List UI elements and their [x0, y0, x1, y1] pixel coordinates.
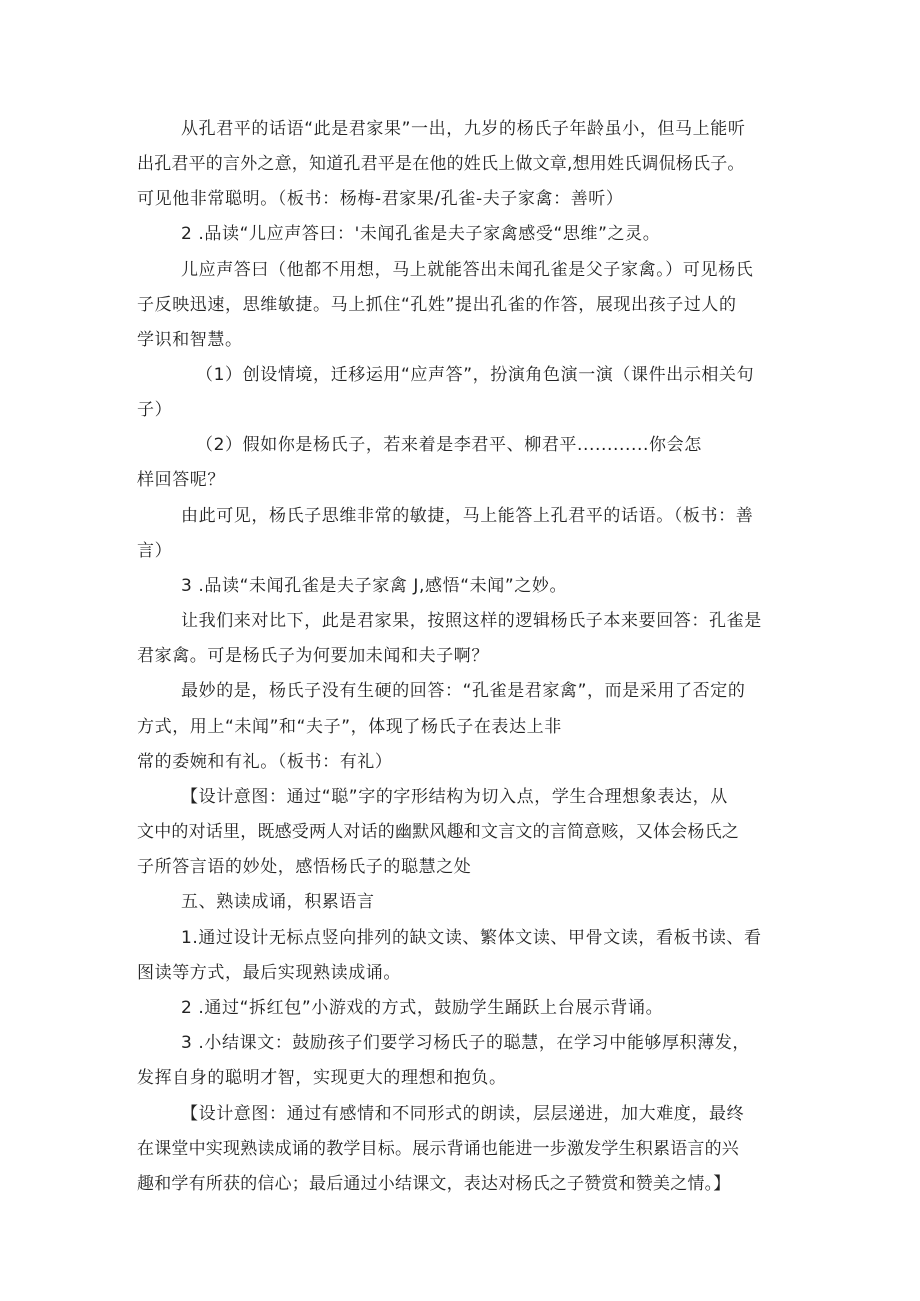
text-line: 样回答呢？: [137, 470, 225, 490]
text-line: 言）: [137, 541, 173, 561]
text-line: 让我们来对比下，此是君家果，按照这样的逻辑杨氏子本来要回答：孔雀是: [181, 611, 762, 631]
text-line: 子所答言语的妙处，感悟杨氏子的聪慧之处: [137, 857, 472, 877]
text-line: 3 .品读“未闻孔雀是夫子家禽 J,感悟“未闻”之妙。: [181, 576, 568, 596]
text-line: 可见他非常聪明。（板书：杨梅-君家果/孔雀-夫子家禽：善听）: [137, 189, 624, 209]
text-line: 图读等方式，最后实现熟读成诵。: [137, 963, 401, 983]
text-line: 【设计意图：通过有感情和不同形式的朗读，层层递进，加大难度，最终: [181, 1104, 745, 1124]
text-line: 儿应声答曰（他都不用想，马上就能答出未闻孔雀是父子家禽。）可见杨氏: [181, 260, 754, 280]
text-line: 学识和智慧。: [137, 330, 243, 350]
text-line: 由此可见，杨氏子思维非常的敏捷，马上能答上孔君平的话语。（板书：善: [181, 506, 754, 526]
text-line: 君家禽。可是杨氏子为何要加未闻和夫子啊？: [137, 646, 489, 666]
text-line: 趣和学有所获的信心；最后通过小结课文，表达对杨氏之子赞赏和赞美之情。】: [137, 1174, 731, 1194]
text-line: 出孔君平的言外之意，知道孔君平是在他的姓氏上做文章,想用姓氏调侃杨氏子。: [137, 154, 745, 174]
text-line: 1.通过设计无标点竖向排列的缺文读、繁体文读、甲骨文读，看板书读、看: [181, 928, 762, 948]
text-line: 方式，用上“未闻”和“夫子”，体现了杨氏子在表达上非: [137, 717, 562, 737]
text-line: 在课堂中实现熟读成诵的教学目标。展示背诵也能进一步激发学生积累语言的兴: [137, 1139, 739, 1159]
text-line: 从孔君平的话语“此是君家果”一出，九岁的杨氏子年龄虽小，但马上能听: [181, 119, 746, 139]
text-line: 子反映迅速，思维敏捷。马上抓住“孔姓”提出孔雀的作答，展现出孩子过人的: [137, 295, 737, 315]
text-line: 3 .小结课文：鼓励孩子们要学习杨氏子的聪慧，在学习中能够厚积薄发，: [181, 1033, 751, 1053]
text-line: 常的委婉和有礼。（板书：有礼）: [137, 752, 393, 772]
text-line: （2）假如你是杨氏子，若来着是李君平、柳君平............你会怎: [196, 435, 702, 455]
text-line: 最妙的是，杨氏子没有生硬的回答：“孔雀是君家禽”，而是采用了否定的: [181, 681, 746, 701]
text-line: 子）: [137, 400, 173, 420]
text-line: 2 .品读“儿应声答曰：'未闻孔雀是夫子家禽感受“思维”之灵。: [181, 224, 661, 244]
text-line: 文中的对话里，既感受两人对话的幽默风趣和文言文的言简意赅，又体会杨氏之: [137, 822, 739, 842]
text-line: 发挥自身的聪明才智，实现更大的理想和抱负。: [137, 1068, 507, 1088]
text-line: 【设计意图：通过“聪”字的字形结构为切入点，学生合理想象表达，从: [181, 787, 728, 807]
text-line: 2 .通过“拆红包”小游戏的方式，鼓励学生踊跃上台展示背诵。: [181, 998, 664, 1018]
text-line: （1）创设情境，迁移运用“应声答”，扮演角色演一演（课件出示相关句: [196, 365, 755, 385]
section-heading: 五、熟读成诵，积累语言: [181, 892, 375, 912]
